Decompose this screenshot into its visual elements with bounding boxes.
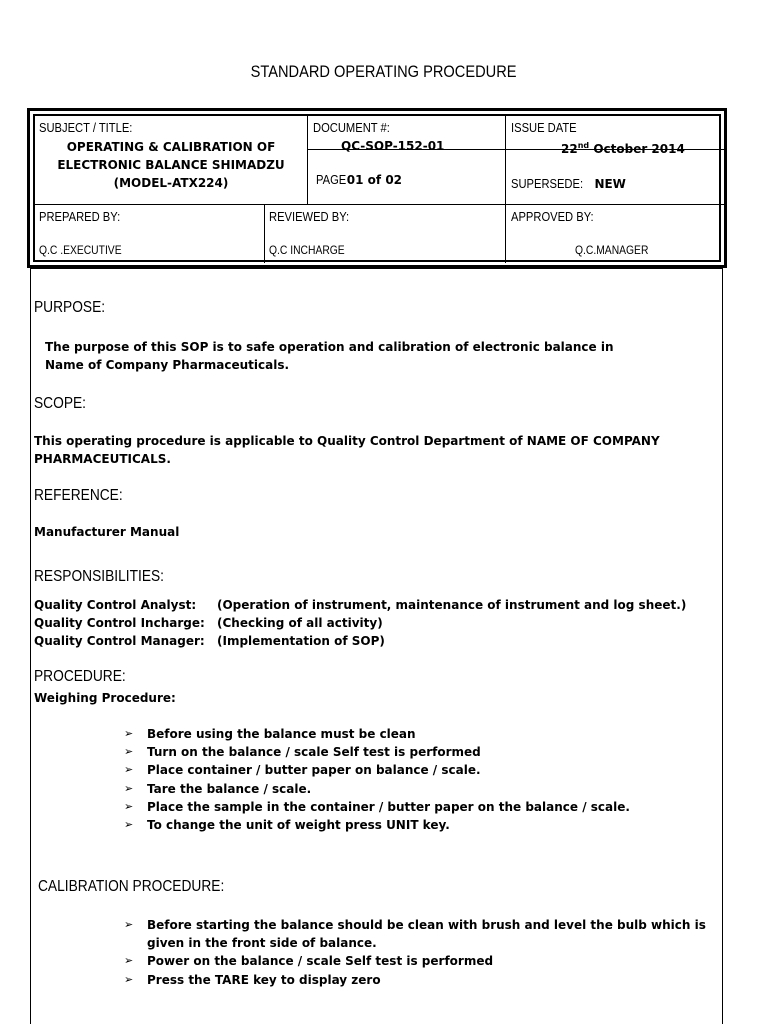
arrowhead-icon: ➢ — [124, 799, 134, 813]
list-item: ➢ To change the unit of weight press UNIT key. — [124, 816, 724, 834]
list-item: ➢ Before using the balance must be clean — [124, 725, 724, 743]
supersede: SUPERSEDE: NEW — [511, 176, 626, 191]
responsibilities-list — [34, 596, 714, 650]
reviewed-by-label: REVIEWED BY: — [269, 209, 350, 224]
arrowhead-icon: ➢ — [124, 781, 134, 795]
approved-by-label: APPROVED BY: — [511, 209, 594, 224]
document-title: STANDARD OPERATING PROCEDURE — [251, 62, 517, 81]
list-item: ➢ Before starting the balance should be clean with brush and level the bulb which is given in the front side of balance. — [124, 918, 706, 951]
header-table — [27, 108, 727, 268]
reference-text: Manufacturer Manual — [34, 525, 180, 539]
calibration-heading: CALIBRATION PROCEDURE: — [38, 878, 225, 895]
list-item: ➢ Place the sample in the container / butter paper on the balance / scale. — [124, 798, 724, 816]
page-number: PAGE 01 of 02 — [316, 172, 403, 187]
scope-heading: SCOPE: — [34, 395, 87, 412]
list-item: ➢ Tare the balance / scale. — [124, 780, 724, 798]
arrowhead-icon: ➢ — [124, 918, 134, 931]
arrowhead-icon: ➢ — [124, 727, 134, 740]
arrowhead-icon: ➢ — [124, 818, 134, 832]
divider — [264, 204, 265, 263]
purpose-text: The purpose of this SOP is to safe operation and calibration of electronic balance in Name of Company Pharmaceuticals. — [45, 340, 614, 372]
responsibility-row: Quality Control Analyst: (Operation of instrument, maintenance of instrument and log sheet.) — [34, 598, 687, 612]
issue-date-label: ISSUE DATE — [511, 120, 577, 135]
list-item: ➢ Turn on the balance / scale Self test is performed — [124, 743, 724, 761]
arrowhead-icon: ➢ — [124, 972, 134, 986]
header-table-inner — [33, 114, 721, 262]
calibration-steps — [124, 916, 716, 989]
subject-title: OPERATING & CALIBRATION OF ELECTRONIC BALANCE SHIMADZU (MODEL-ATX224) — [57, 140, 285, 190]
prepared-by-value: Q.C .EXECUTIVE — [39, 243, 122, 257]
arrowhead-icon: ➢ — [124, 954, 134, 968]
list-item: ➢ Place container / butter paper on balance / scale. — [124, 761, 724, 779]
divider — [505, 116, 506, 263]
arrowhead-icon: ➢ — [124, 763, 134, 777]
weighing-steps — [124, 725, 724, 834]
prepared-by-label: PREPARED BY: — [39, 209, 121, 224]
reviewed-by-value: Q.C INCHARGE — [269, 243, 345, 257]
responsibility-row: Quality Control Manager: (Implementation of SOP) — [34, 634, 385, 648]
arrowhead-icon: ➢ — [124, 745, 134, 759]
subject-label: SUBJECT / TITLE: — [39, 120, 133, 135]
list-item: ➢ Power on the balance / scale Self test is performed — [124, 952, 716, 970]
reference-heading: REFERENCE: — [34, 487, 123, 504]
procedure-heading: PROCEDURE: — [34, 668, 126, 685]
responsibility-row: Quality Control Incharge: (Checking of all activity) — [34, 616, 383, 630]
list-item: ➢ Press the TARE key to display zero — [124, 971, 716, 989]
document-number: QC-SOP-152-01 — [341, 139, 445, 153]
approved-by-value: Q.C.MANAGER — [575, 243, 649, 257]
responsibilities-heading: RESPONSIBILITIES: — [34, 568, 164, 585]
issue-date: 22nd October 2014 — [561, 141, 685, 156]
purpose-heading: PURPOSE: — [34, 299, 106, 316]
document-label: DOCUMENT #: — [313, 120, 390, 135]
divider — [307, 116, 308, 204]
scope-text: This operating procedure is applicable to Quality Control Department of NAME OF COMPANY PHARMACEUTICALS. — [34, 434, 660, 466]
weighing-subheading: Weighing Procedure: — [34, 691, 176, 705]
divider — [35, 204, 725, 205]
